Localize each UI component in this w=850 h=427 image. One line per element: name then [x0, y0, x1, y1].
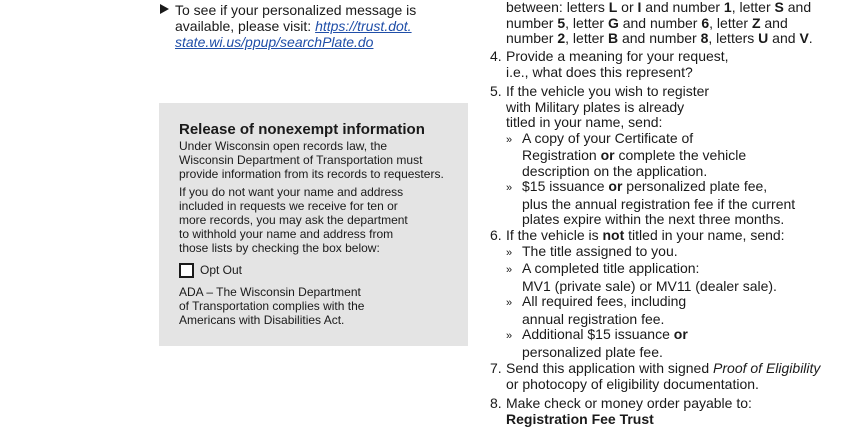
withhold-paragraph: If you do not want your name and address included in requests we receive for ten or more records, you may ask the department to withhold your name and address from those lists by checking the box below:: [179, 185, 408, 255]
restricted-characters-text: between: letters L or I and number 1, letter S and number 5, letter G and number 6, letter Z and number 2, letter B and number 8, letters U and V.: [506, 0, 813, 46]
plate-search-link-cont[interactable]: state.wi.us/ppup/searchPlate.do: [175, 34, 374, 50]
double-chevron-icon: »: [506, 264, 513, 276]
instruction-item-6: 6. If the vehicle is not titled in your name, send: » The title assigned to you. » A completed title application: MV1 (private sale) or MV11 (dealer sale). » All required fees, including annual registration fee. » Additional $15 issuance or personalized plate fee.: [490, 227, 785, 360]
instruction-item-4: 4. Provide a meaning for your request, i.e., what does this represent?: [490, 48, 729, 80]
opt-out-checkbox[interactable]: [179, 263, 194, 278]
instruction-item-8: 8. Make check or money order payable to: Registration Fee Trust: [490, 395, 752, 427]
opt-out-label: Opt Out: [200, 263, 243, 277]
nonexempt-info-title: Release of nonexempt information: [179, 121, 425, 138]
ada-statement: ADA – The Wisconsin Department of Transportation complies with the Americans with Disabilities Act.: [179, 285, 365, 327]
double-chevron-icon: »: [506, 182, 513, 194]
double-chevron-icon: »: [506, 246, 513, 259]
instruction-item-7: 7. Send this application with signed Proof of Eligibility or photocopy of eligibility documentation.: [490, 360, 821, 392]
double-chevron-icon: »: [506, 330, 513, 342]
instruction-item-5: 5. If the vehicle you wish to register with Military plates is already titled in your name, send: » A copy of your Certificate of Registration or complete the vehicle description on the application. » $15 issuance or personalized plate fee, plus the annual registration fee if the current plates expire within the next three months.: [490, 83, 796, 227]
plate-search-note: To see if your personalized message is available, please visit: https://trust.dot. state.wi.us/ppup/searchPlate.do: [160, 2, 416, 50]
triangle-right-icon: [160, 4, 169, 14]
double-chevron-icon: »: [506, 133, 513, 146]
double-chevron-icon: »: [506, 297, 513, 309]
plate-search-link[interactable]: https://trust.dot.: [315, 18, 412, 34]
open-records-paragraph: Under Wisconsin open records law, the Wisconsin Department of Transportation must provide information from its records to requesters.: [179, 139, 444, 181]
